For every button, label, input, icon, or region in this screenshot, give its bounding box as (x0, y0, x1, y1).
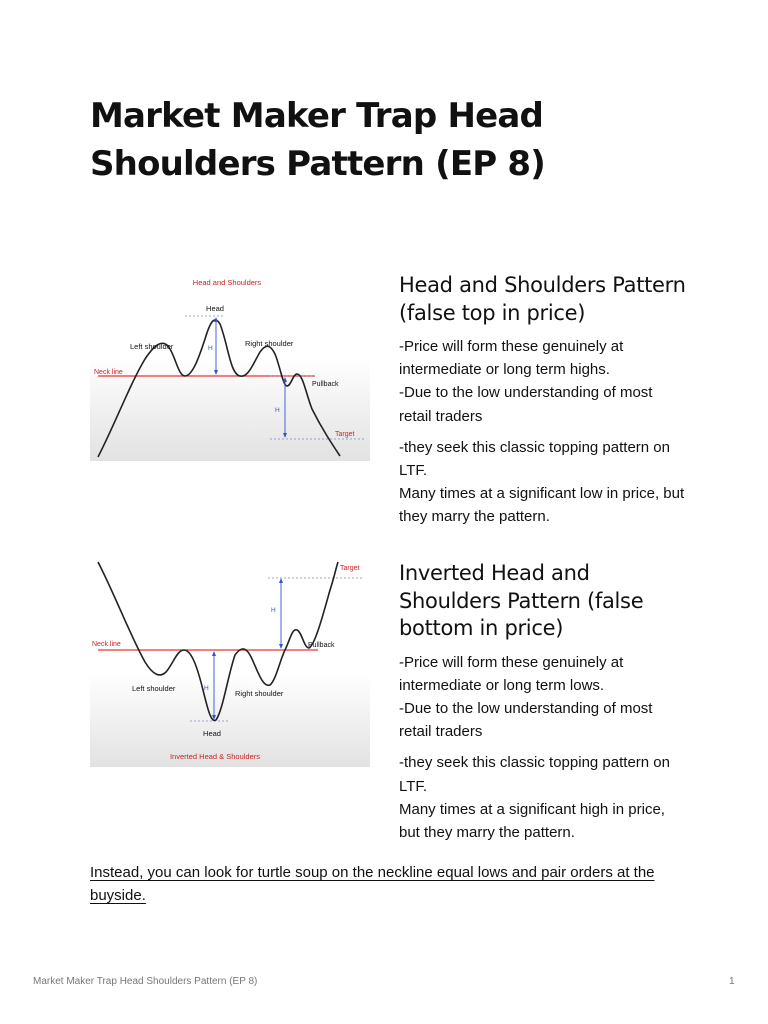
pullback-label: Pullback (312, 381, 339, 388)
head-label: Head (203, 729, 221, 738)
inverted-head-and-shoulders-figure (90, 560, 370, 767)
target-label: Target (335, 431, 355, 438)
head-and-shoulders-section (399, 272, 689, 529)
section-heading: Inverted Head and Shoulders Pattern (false bottom in price) (399, 561, 644, 640)
section-text: -Price will form these genuinely at intermediate or long term lows. (399, 653, 624, 694)
section-text: -they seek this classic topping pattern on LTF. (399, 754, 670, 795)
turtle-soup-note (90, 861, 680, 907)
neckline-label: Neck line (94, 369, 123, 376)
figure-title: Head and Shoulders (192, 278, 262, 287)
left-shoulder-label: Left shoulder (132, 684, 176, 693)
page-title: Market Maker Trap Head Shoulders Pattern (EP 8) (90, 96, 545, 184)
pullback-label: Pullback (308, 642, 335, 649)
right-shoulder-label: Right shoulder (245, 339, 294, 348)
section-text: -Price will form these genuinely at intermediate or long term highs. (399, 338, 624, 379)
head-label: Head (206, 304, 224, 313)
page-number: 1 (729, 976, 735, 987)
neckline-label: Neck line (92, 641, 121, 648)
section-text: Many times at a significant low in price, but they marry the pattern. (399, 485, 685, 526)
height-label-2: H (275, 407, 280, 414)
head-and-shoulders-diagram (90, 274, 370, 461)
figure-caption: Inverted Head & Shoulders (169, 752, 261, 761)
turtle-soup-link[interactable]: Instead, you can look for turtle soup on the neckline equal lows and pair orders at the buyside. (90, 864, 655, 905)
right-shoulder-label: Right shoulder (235, 689, 284, 698)
height-label-2: H (271, 607, 276, 614)
left-shoulder-label: Left shoulder (130, 342, 174, 351)
inverted-head-and-shoulders-section (399, 560, 689, 844)
head-and-shoulders-figure (90, 274, 370, 461)
height-label-1: H (204, 685, 209, 692)
height-label-1: H (208, 345, 213, 352)
section-text: -they seek this classic topping pattern on LTF. (399, 438, 670, 480)
section-text: Many times at a significant high in price, but they marry the pattern. (399, 800, 665, 841)
inverted-head-and-shoulders-diagram (90, 560, 370, 767)
target-label: Target (340, 565, 360, 572)
section-text: -Due to the low understanding of most retail traders (399, 384, 653, 425)
section-text: -Due to the low understanding of most retail traders (399, 699, 653, 741)
page-footer: Market Maker Trap Head Shoulders Pattern (EP 8) (33, 976, 258, 987)
section-heading: Head and Shoulders Pattern (false top in price) (399, 273, 686, 325)
